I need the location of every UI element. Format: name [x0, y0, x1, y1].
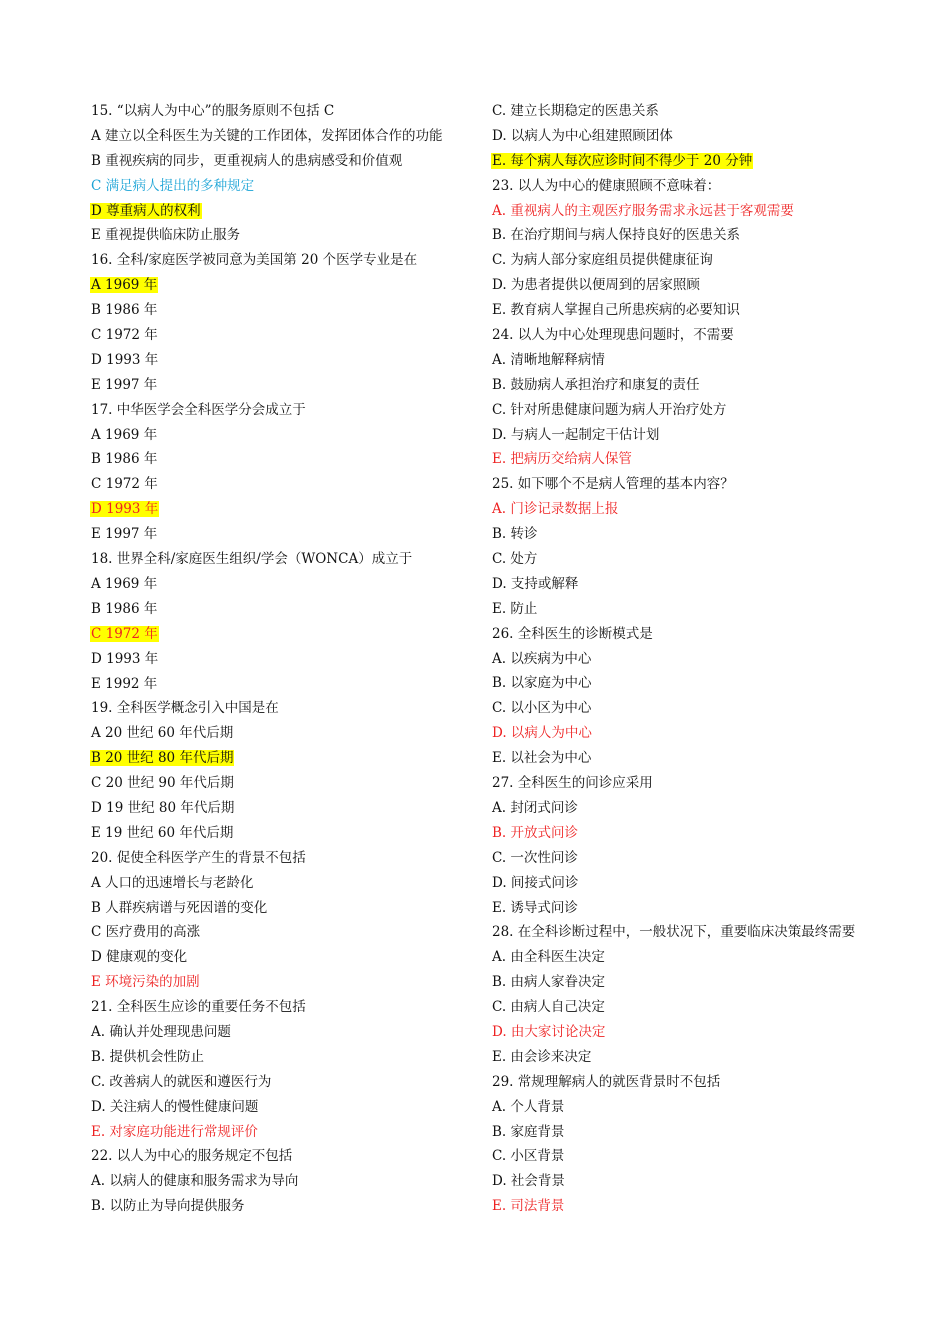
question-line	[491, 472, 866, 497]
line-text: D 健康观的变化	[91, 949, 188, 966]
line-text: C. 小区背景	[492, 1148, 565, 1165]
line-text: A 人口的迅速增长与老龄化	[91, 874, 254, 891]
line-text: C 医疗费用的高涨	[91, 924, 201, 941]
question-line	[491, 1095, 866, 1120]
line-text: D. 社会背景	[492, 1173, 565, 1190]
question-line	[90, 572, 490, 597]
line-text: B 1986 年	[91, 600, 158, 617]
question-line	[90, 447, 490, 472]
question-line	[491, 273, 866, 298]
line-text: D. 为患者提供以便周到的居家照顾	[492, 277, 700, 294]
line-text: E 环境污染的加剧	[91, 974, 200, 991]
line-text: C 1972 年	[91, 327, 158, 344]
question-line	[491, 199, 866, 224]
question-line	[90, 323, 490, 348]
question-line	[491, 721, 866, 746]
line-text: B. 提供机会性防止	[91, 1048, 205, 1065]
right-column	[491, 99, 866, 1219]
question-line	[491, 1070, 866, 1095]
question-line	[491, 1194, 866, 1219]
question-line	[491, 871, 866, 896]
line-text: B. 由病人家眷决定	[492, 974, 606, 991]
question-line	[491, 398, 866, 423]
question-line	[90, 273, 490, 298]
line-text: C. 由病人自己决定	[492, 999, 605, 1016]
line-text: D. 由大家讨论决定	[492, 1023, 606, 1040]
line-text: E. 把病历交给病人保管	[492, 451, 632, 468]
question-line	[90, 821, 490, 846]
question-line	[90, 497, 490, 522]
line-text: 25. 如下哪个不是病人管理的基本内容？	[492, 476, 734, 493]
question-line	[491, 746, 866, 771]
question-line	[90, 721, 490, 746]
question-line	[90, 970, 490, 995]
question-line	[491, 124, 866, 149]
line-text: A. 确认并处理现患问题	[91, 1023, 231, 1040]
line-text: C 1972 年	[91, 625, 158, 642]
line-text: B. 以防止为导向提供服务	[91, 1198, 245, 1215]
line-text: A 建立以全科医生为关键的工作团体，发挥团体合作的功能	[91, 127, 443, 144]
question-line	[491, 970, 866, 995]
question-line	[491, 771, 866, 796]
line-text: A 1969 年	[91, 575, 158, 592]
question-line	[491, 298, 866, 323]
line-text: D. 间接式问诊	[492, 874, 579, 891]
question-line	[90, 920, 490, 945]
question-line	[90, 597, 490, 622]
line-text: D 19 世纪 80 年代后期	[91, 799, 235, 816]
line-text: 20. 促使全科医学产生的背景不包括	[91, 849, 306, 866]
line-text: C. 为病人部分家庭组员提供健康征询	[492, 252, 713, 269]
line-text: A. 清晰地解释病情	[492, 351, 605, 368]
line-text: C 满足病人提出的多种规定	[91, 177, 255, 194]
line-text: D. 与病人一起制定干估计划	[492, 426, 660, 443]
line-text: D 1993 年	[91, 351, 159, 368]
question-line	[90, 995, 490, 1020]
question-line	[491, 597, 866, 622]
line-text: A. 重视病人的主观医疗服务需求永远甚于客观需要	[492, 202, 794, 219]
question-line	[90, 522, 490, 547]
line-text: B. 以家庭为中心	[492, 675, 592, 692]
question-line	[90, 1045, 490, 1070]
line-text: 16. 全科/家庭医学被同意为美国第 20 个医学专业是在	[91, 252, 418, 269]
question-line	[491, 896, 866, 921]
question-line	[90, 298, 490, 323]
question-line	[90, 248, 490, 273]
question-line	[491, 223, 866, 248]
question-line	[90, 647, 490, 672]
line-text: D. 支持或解释	[492, 575, 579, 592]
line-text: A. 封闭式问诊	[492, 799, 578, 816]
question-line	[491, 149, 866, 174]
line-text: B. 鼓励病人承担治疗和康复的责任	[492, 376, 700, 393]
question-line	[90, 945, 490, 970]
line-text: E. 以社会为中心	[492, 750, 592, 767]
question-line	[90, 373, 490, 398]
question-line	[90, 174, 490, 199]
line-text: E. 诱导式问诊	[492, 899, 578, 916]
line-text: E. 防止	[492, 600, 538, 617]
line-text: E 1997 年	[91, 376, 158, 393]
line-text: E. 对家庭功能进行常规评价	[91, 1123, 258, 1140]
question-line	[90, 896, 490, 921]
question-line	[491, 572, 866, 597]
question-line	[491, 671, 866, 696]
question-line	[90, 871, 490, 896]
line-text: A 1969 年	[91, 277, 158, 294]
line-text: E 1997 年	[91, 526, 158, 543]
line-text: E 重视提供临床防止服务	[91, 227, 241, 244]
question-line	[90, 622, 490, 647]
line-text: A 1969 年	[91, 426, 158, 443]
line-text: A. 以疾病为中心	[492, 650, 592, 667]
line-text: E 19 世纪 60 年代后期	[91, 824, 234, 841]
line-text: E. 由会诊来决定	[492, 1048, 592, 1065]
line-text: C 20 世纪 90 年代后期	[91, 775, 234, 792]
line-text: B. 家庭背景	[492, 1123, 565, 1140]
question-line	[90, 1194, 490, 1219]
line-text: A. 个人背景	[492, 1098, 565, 1115]
question-line	[491, 423, 866, 448]
question-line	[491, 447, 866, 472]
line-text: C. 针对所患健康问题为病人开治疗处方	[492, 401, 727, 418]
line-text: 18. 世界全科/家庭医生组织/学会（WONCA）成立于	[91, 551, 413, 568]
line-text: 23. 以人为中心的健康照顾不意味着：	[492, 177, 721, 194]
line-text: 19. 全科医学概念引入中国是在	[91, 700, 279, 717]
line-text: 26. 全科医生的诊断模式是	[492, 625, 653, 642]
question-line	[90, 796, 490, 821]
question-line	[90, 423, 490, 448]
line-text: B 重视疾病的同步，更重视病人的患病感受和价值观	[91, 152, 403, 169]
question-line	[90, 846, 490, 871]
question-line	[90, 472, 490, 497]
question-line	[90, 696, 490, 721]
line-text: 15. “以病人为中心”的服务原则不包括 C	[91, 103, 335, 119]
line-text: D 尊重病人的权利	[91, 202, 201, 219]
question-line	[491, 846, 866, 871]
question-line	[491, 373, 866, 398]
question-line	[90, 1144, 490, 1169]
line-text: 17. 中华医学会全科医学分会成立于	[91, 401, 306, 418]
line-text: 21. 全科医生应诊的重要任务不包括	[91, 999, 306, 1016]
question-line	[491, 622, 866, 647]
question-line	[90, 348, 490, 373]
line-text: B 1986 年	[91, 451, 158, 468]
question-line	[491, 796, 866, 821]
question-line	[90, 149, 490, 174]
line-text: E. 司法背景	[492, 1198, 565, 1215]
question-line	[491, 1020, 866, 1045]
question-line	[491, 696, 866, 721]
line-text: A. 门诊记录数据上报	[492, 501, 619, 518]
line-text: C. 改善病人的就医和遵医行为	[91, 1073, 272, 1090]
line-text: C. 一次性问诊	[492, 849, 578, 866]
question-line	[491, 1120, 866, 1145]
line-text: B. 在治疗期间与病人保持良好的医患关系	[492, 227, 741, 244]
line-text: B 1986 年	[91, 302, 158, 319]
line-text: D 1993 年	[91, 650, 159, 667]
question-line	[491, 522, 866, 547]
line-text: B 人群疾病谱与死因谱的变化	[91, 899, 268, 916]
line-text: 27. 全科医生的问诊应采用	[492, 775, 653, 792]
line-text: B 20 世纪 80 年代后期	[91, 750, 234, 767]
question-line	[491, 920, 866, 945]
line-text: D. 以病人为中心组建照顾团体	[492, 127, 673, 144]
line-text: A 20 世纪 60 年代后期	[91, 725, 234, 742]
line-text: A. 以病人的健康和服务需求为导向	[91, 1173, 299, 1190]
question-line	[491, 1045, 866, 1070]
question-line	[90, 223, 490, 248]
question-line	[491, 1144, 866, 1169]
question-line	[491, 821, 866, 846]
question-line	[491, 995, 866, 1020]
line-text: E. 每个病人每次应诊时间不得少于 20 分钟	[492, 152, 753, 169]
line-text: D. 以病人为中心	[492, 725, 592, 742]
line-text: D 1993 年	[91, 501, 159, 518]
line-text: 24. 以人为中心处理现患问题时，不需要	[492, 327, 734, 344]
line-text: 29. 常规理解病人的就医背景时不包括	[492, 1073, 721, 1090]
question-line	[491, 547, 866, 572]
line-text: C 1972 年	[91, 476, 158, 493]
question-line	[491, 945, 866, 970]
question-line	[491, 348, 866, 373]
question-line	[491, 248, 866, 273]
question-line	[90, 1169, 490, 1194]
line-text: C. 以小区为中心	[492, 700, 592, 717]
line-text: E 1992 年	[91, 675, 158, 692]
question-line	[90, 1095, 490, 1120]
question-line	[90, 547, 490, 572]
line-text: E. 教育病人掌握自己所患疾病的必要知识	[492, 302, 740, 319]
question-line	[90, 1070, 490, 1095]
question-line	[90, 199, 490, 224]
question-line	[491, 174, 866, 199]
line-text: D. 关注病人的慢性健康问题	[91, 1098, 259, 1115]
question-line	[491, 647, 866, 672]
line-text: C. 建立长期稳定的医患关系	[492, 103, 659, 119]
question-line	[90, 398, 490, 423]
question-line	[90, 1120, 490, 1145]
question-line	[491, 99, 866, 124]
question-line	[491, 497, 866, 522]
question-line	[90, 1020, 490, 1045]
question-line	[491, 1169, 866, 1194]
question-line	[90, 672, 490, 697]
question-line	[491, 323, 866, 348]
question-line	[90, 99, 490, 124]
line-text: B. 转诊	[492, 526, 538, 543]
question-line	[90, 124, 490, 149]
line-text: 22. 以人为中心的服务规定不包括	[91, 1148, 293, 1165]
question-line	[90, 771, 490, 796]
left-column	[90, 99, 490, 1219]
question-line	[90, 746, 490, 771]
line-text: 28. 在全科诊断过程中，一般状况下，重要临床决策最终需要	[492, 924, 856, 941]
line-text: A. 由全科医生决定	[492, 949, 605, 966]
line-text: C. 处方	[492, 551, 538, 568]
line-text: B. 开放式问诊	[492, 824, 579, 841]
